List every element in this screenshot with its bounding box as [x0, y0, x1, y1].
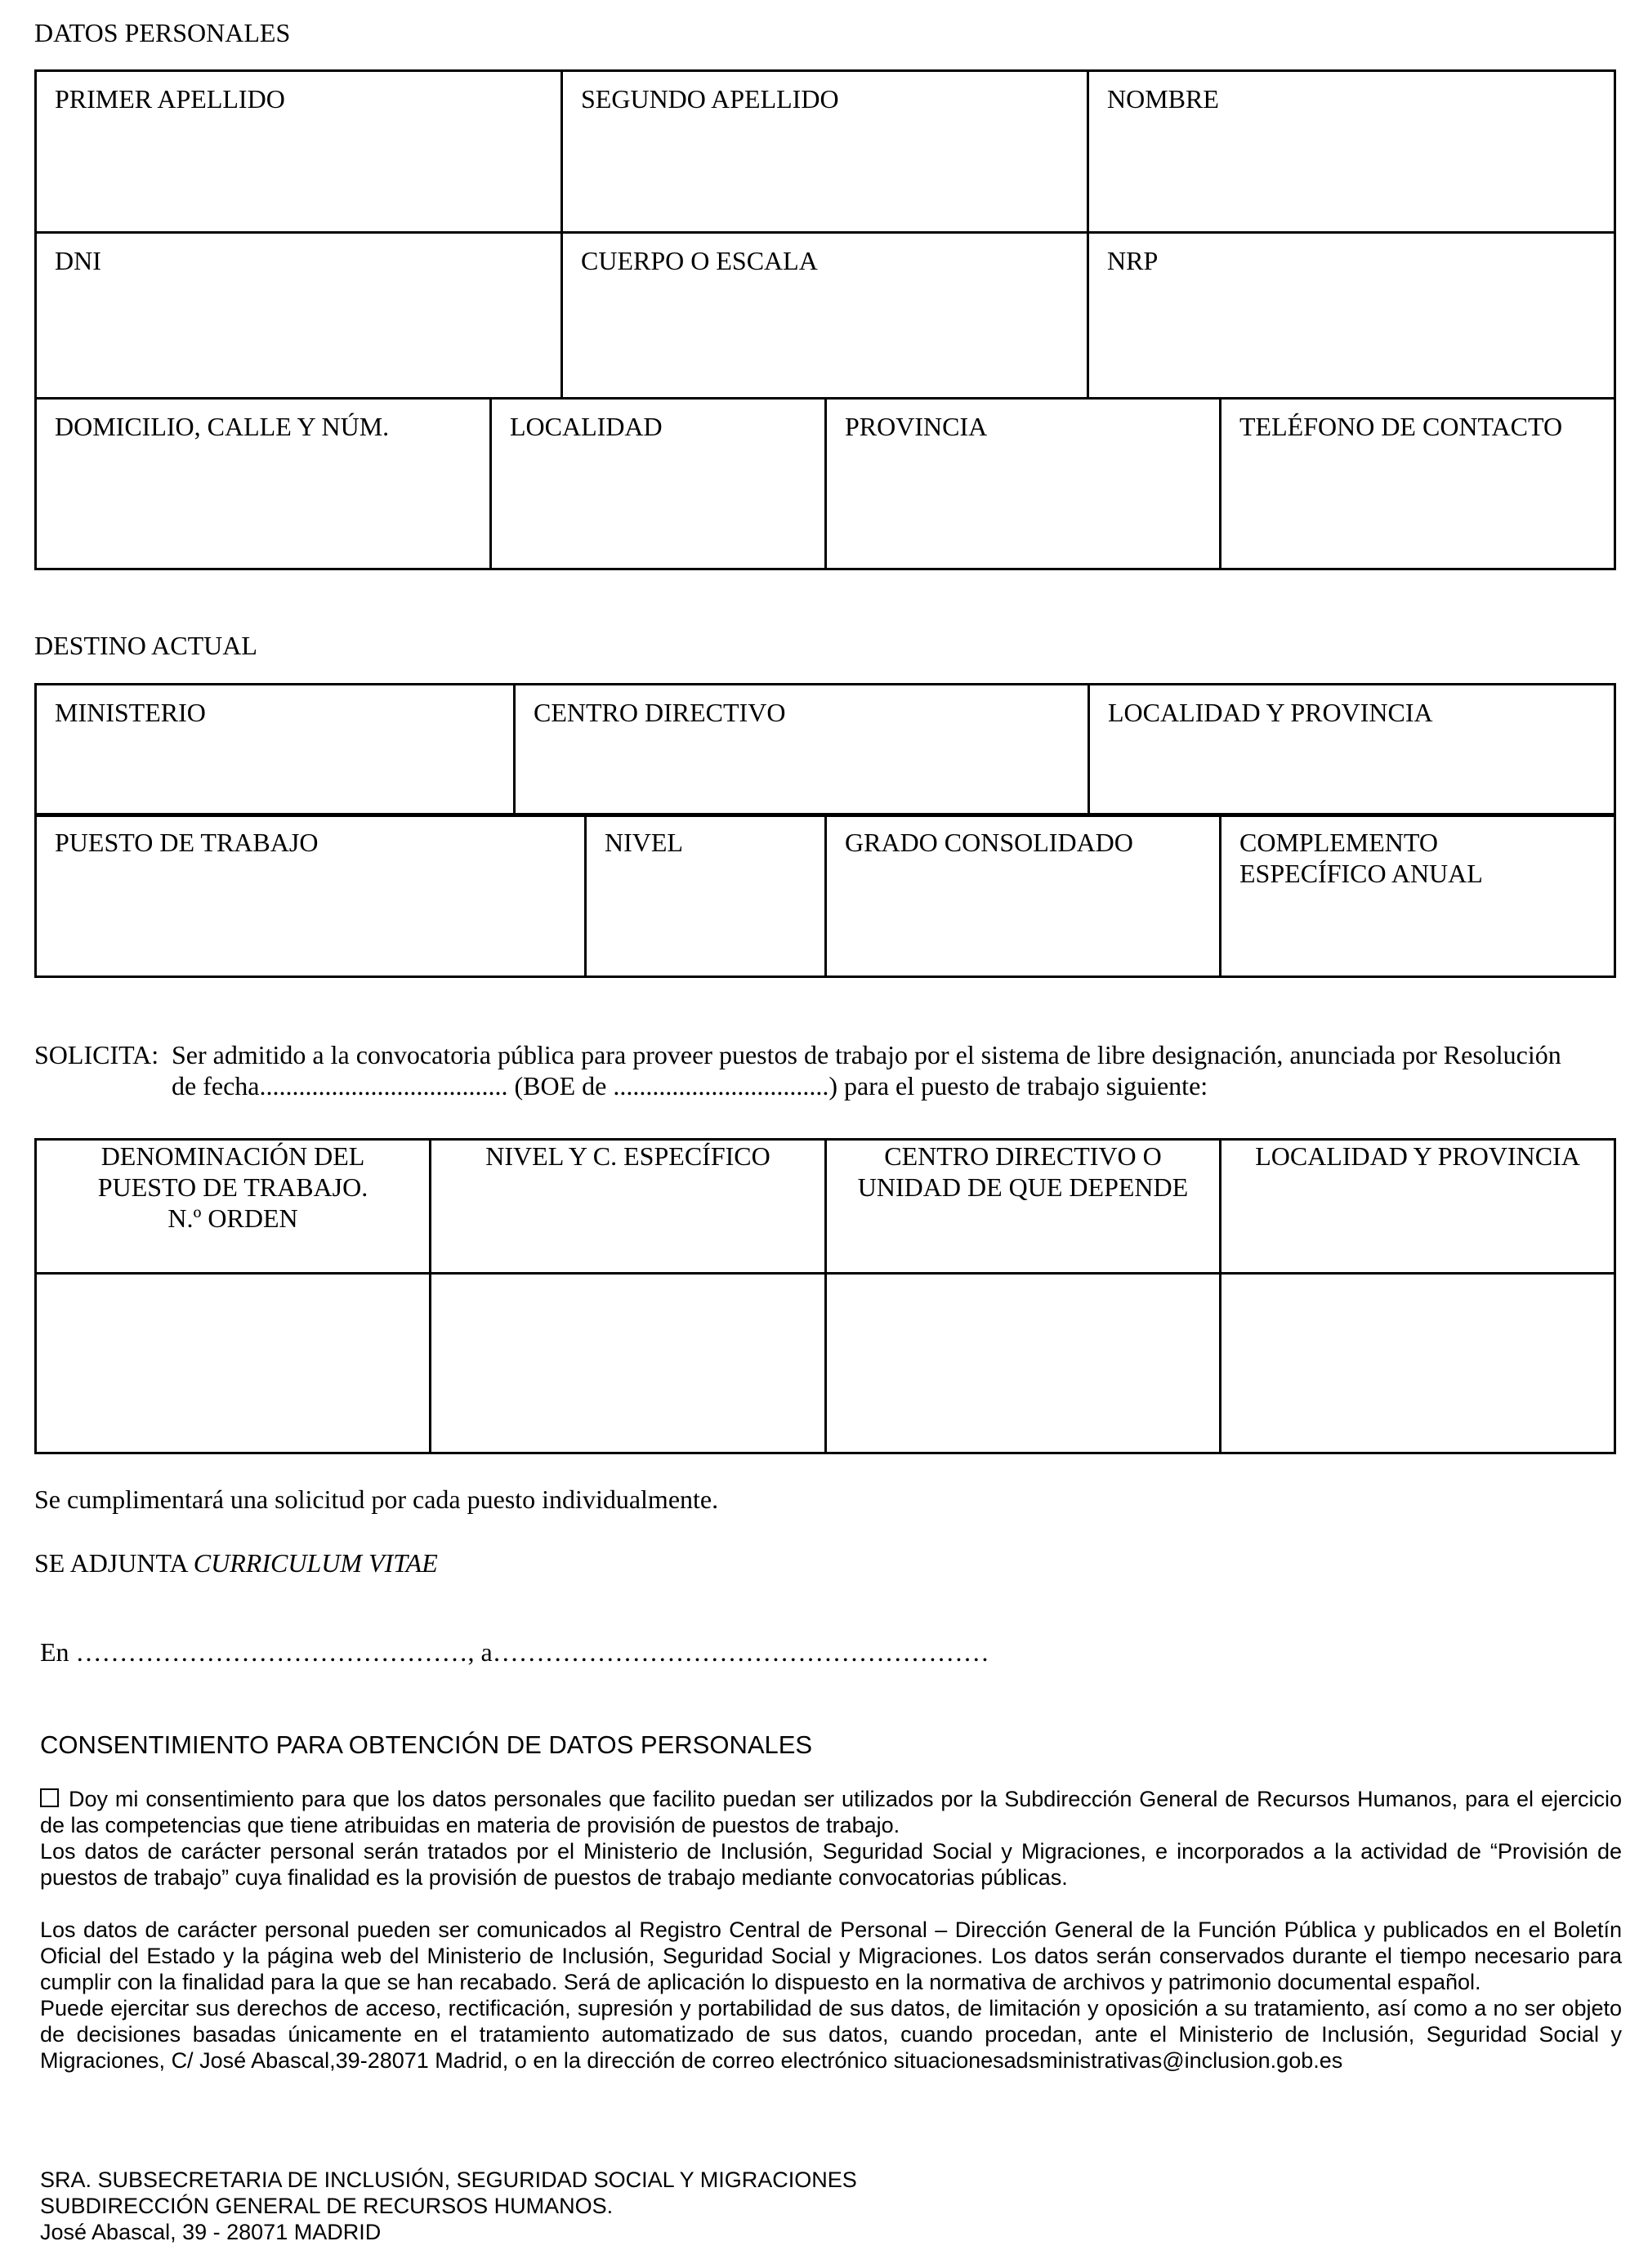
- nivel-field[interactable]: [586, 815, 826, 977]
- solicita-label: SOLICITA:: [34, 1040, 159, 1069]
- localidad-label: LOCALIDAD: [510, 412, 663, 441]
- solicita-line2: de fecha...................................... (BOE de .................................) para el puesto de trabajo siguiente:: [172, 1071, 1208, 1101]
- centro-directivo-label: CENTRO DIRECTIVO: [534, 698, 786, 727]
- grado-consolidado-label: GRADO CONSOLIDADO: [845, 828, 1133, 857]
- destino-actual-table-1: [34, 683, 1616, 817]
- consentimiento-checkbox-paragraph: [40, 1786, 1622, 1838]
- telefono-label: TELÉFONO DE CONTACTO: [1239, 412, 1563, 441]
- datos-personales-table-2: [34, 397, 1616, 570]
- domicilio-label: DOMICILIO, CALLE Y NÚM.: [55, 412, 390, 441]
- solicita-line1: Ser admitido a la convocatoria pública para proveer puestos de trabajo por el sistema de libre designación, anunciada por Resolución: [172, 1040, 1561, 1069]
- nrp-label: NRP: [1107, 246, 1159, 275]
- datos-personales-table-1: [34, 69, 1616, 400]
- destinatario-block: [40, 2167, 857, 2245]
- centro-input-cell[interactable]: [826, 1274, 1221, 1453]
- cuerpo-escala-field[interactable]: [562, 233, 1088, 399]
- centro-directivo-field[interactable]: [515, 685, 1089, 816]
- localidad-provincia-label: LOCALIDAD Y PROVINCIA: [1108, 698, 1433, 727]
- consentimiento-para3: Los datos de carácter personal pueden ser comunicados al Registro Central de Personal – Dirección General de la Función Pública y publicados en el Boletín Oficial del Estado y la página web del Ministerio de Inclusión, Seguridad Social y Migraciones. Los datos serán conservados durante el tiempo necesario para cumplir con la finalidad para la que se han recabado. Será de aplicación lo dispuesto en la normativa de archivos y patrimonio documental español.: [40, 1918, 1622, 1994]
- puesto-trabajo-label: PUESTO DE TRABAJO: [55, 828, 319, 857]
- puesto-solicitado-table: [34, 1138, 1616, 1454]
- lugar-fecha[interactable]: En ………………………………………, a…………………………………………………: [40, 1637, 989, 1667]
- ministerio-label: MINISTERIO: [55, 698, 206, 727]
- consentimiento-body: [40, 1786, 1622, 2074]
- provincia-field[interactable]: [826, 399, 1221, 569]
- solicita-block: [34, 1039, 1619, 1101]
- localidad-provincia-field[interactable]: [1089, 685, 1615, 816]
- note-text: Se cumplimentará una solicitud por cada puesto individualmente.: [34, 1484, 719, 1514]
- cuerpo-escala-label: CUERPO O ESCALA: [581, 246, 818, 275]
- provincia-label: PROVINCIA: [845, 412, 988, 441]
- destinatario-line1: SRA. SUBSECRETARIA DE INCLUSIÓN, SEGURIDAD SOCIAL Y MIGRACIONES: [40, 2168, 857, 2192]
- ministerio-field[interactable]: [36, 685, 515, 816]
- telefono-field[interactable]: [1221, 399, 1615, 569]
- header-localidad-label: LOCALIDAD Y PROVINCIA: [1255, 1141, 1580, 1171]
- adjunta-cv: CURRICULUM VITAE: [193, 1548, 438, 1578]
- destinatario-line2: SUBDIRECCIÓN GENERAL DE RECURSOS HUMANOS.: [40, 2194, 614, 2218]
- header-localidad: [1221, 1140, 1615, 1274]
- consentimiento-para4: Puede ejercitar sus derechos de acceso, rectificación, supresión y portabilidad de sus datos, de limitación y oposición a su tratamiento, así como a no ser objeto de decisiones basadas únicamente en el tratamiento automatizado de sus datos, cuando procedan, ante el Ministerio de Inclusión, Seguridad Social y Migraciones, C/ José Abascal,39-28071 Madrid, o en la dirección de correo electrónico situacionesadsministrativas@inclusion.gob.es: [40, 1996, 1622, 2073]
- header-centro-label: CENTRO DIRECTIVO O UNIDAD DE QUE DEPENDE: [857, 1141, 1189, 1202]
- segundo-apellido-field[interactable]: [562, 71, 1088, 233]
- primer-apellido-field[interactable]: [36, 71, 562, 233]
- dni-label: DNI: [55, 246, 101, 275]
- header-nivel-label: NIVEL Y C. ESPECÍFICO: [485, 1141, 770, 1171]
- localidad-input-cell[interactable]: [1221, 1274, 1615, 1453]
- consentimiento-para2: Los datos de carácter personal serán tratados por el Ministerio de Inclusión, Seguridad Social y Migraciones, e incorporados a la actividad de “Provisión de puestos de trabajo” cuya finalidad es la provisión de puestos de trabajo mediante convocatorias públicas.: [40, 1839, 1622, 1890]
- puesto-trabajo-field[interactable]: [36, 815, 586, 977]
- section-title-destino-actual: DESTINO ACTUAL: [34, 631, 257, 660]
- header-nivel: [431, 1140, 826, 1274]
- header-denominacion-label: DENOMINACIÓN DEL PUESTO DE TRABAJO. N.º ORDEN: [97, 1141, 368, 1233]
- consent-checkbox[interactable]: [40, 1788, 59, 1807]
- section-title-datos-personales: DATOS PERSONALES: [34, 18, 291, 47]
- localidad-field[interactable]: [491, 399, 826, 569]
- adjunta-prefix: SE ADJUNTA: [34, 1548, 194, 1578]
- grado-consolidado-field[interactable]: [826, 815, 1221, 977]
- nombre-label: NOMBRE: [1107, 84, 1219, 114]
- domicilio-field[interactable]: [36, 399, 491, 569]
- header-denominacion: [36, 1140, 431, 1274]
- complemento-label: COMPLEMENTO ESPECÍFICO ANUAL: [1239, 828, 1483, 888]
- nrp-field[interactable]: [1088, 233, 1615, 399]
- dni-field[interactable]: [36, 233, 562, 399]
- segundo-apellido-label: SEGUNDO APELLIDO: [581, 84, 839, 114]
- header-centro: [826, 1140, 1221, 1274]
- destinatario-line3: José Abascal, 39 - 28071 MADRID: [40, 2220, 382, 2244]
- consent-checkbox-text: Doy mi consentimiento para que los datos personales que facilito puedan ser utilizados por la Subdirección General de Recursos Humanos, para el ejercicio de las competencias que tiene atribuidas en materia de provisión de puestos de trabajo.: [40, 1787, 1622, 1837]
- destino-actual-table-2: [34, 813, 1616, 978]
- complemento-field[interactable]: [1221, 815, 1615, 977]
- nivel-input-cell[interactable]: [431, 1274, 826, 1453]
- denominacion-input-cell[interactable]: [36, 1274, 431, 1453]
- adjunta-text: [34, 1548, 438, 1578]
- nivel-label: NIVEL: [605, 828, 683, 857]
- nombre-field[interactable]: [1088, 71, 1615, 233]
- primer-apellido-label: PRIMER APELLIDO: [55, 84, 285, 114]
- consentimiento-title: CONSENTIMIENTO PARA OBTENCIÓN DE DATOS PERSONALES: [40, 1730, 813, 1759]
